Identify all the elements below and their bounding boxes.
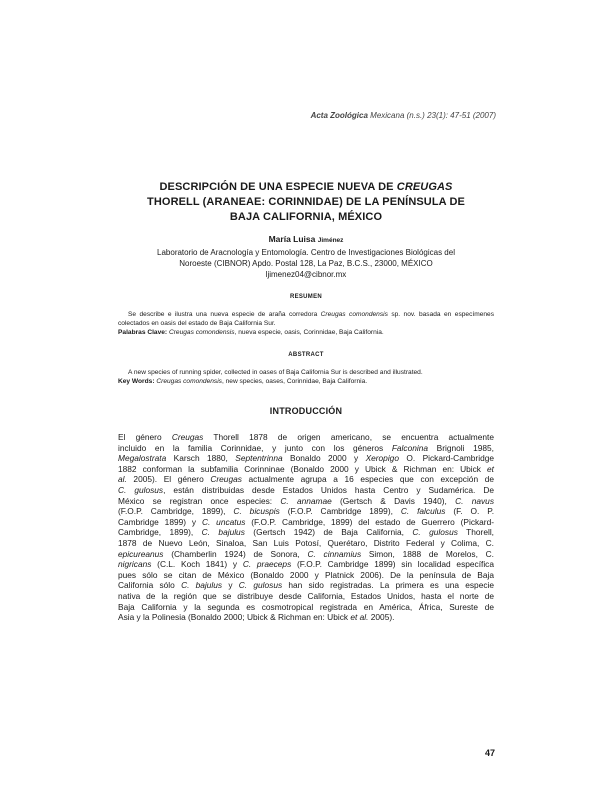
resumen-text-part-1: Se describe e ilustra una nueva especie de araña corredora: [128, 311, 321, 318]
affiliation-line-2: Noroeste (CIBNOR) Apdo. Postal 128, La Paz, B.C.S., 23000, MÉXICO: [179, 259, 433, 268]
intro-line: C. gulosus, están distribuidas desde Estados Unidos hasta Centro y Sudamérica. De: [118, 484, 495, 495]
intro-line: 1882 conforman la subfamilia Corinninae (Bonaldo 2000 y Ubick & Richman en: Ubick et: [118, 463, 494, 474]
intro-line: Megalostrata Karsch 1880, Septentrinna Bonaldo 2000 y Xeropigo O. Pickard-Cambridge: [118, 453, 494, 464]
abstract-body: A new species of running spider, collected in oases of Baja California Sur is described and illustrated.: [128, 369, 423, 376]
intro-line: nigricans (C.L. Koch 1841) y C. praeceps (F.O.P. Cambridge 1899) sin localidad específica: [118, 559, 494, 570]
abstract-text: [118, 368, 494, 386]
title-line-3: BAJA CALIFORNIA, MÉXICO: [229, 211, 383, 223]
author-last-name: Jiménez: [317, 237, 344, 244]
resumen-heading: RESUMEN: [289, 294, 323, 300]
introduccion-heading: INTRODUCCIÓN: [269, 406, 343, 416]
author-first-name: María Luisa: [268, 234, 316, 244]
intro-line: al. 2005). El género Creugas actualmente agrupa a 16 especies que con excepción de: [118, 474, 494, 485]
journal-volume: Mexicana (n.s.) 23(1): 47-51 (2007): [370, 111, 496, 120]
intro-line: El género Creugas Thorell 1878 de origen americano, se encuentra actualmente: [118, 432, 494, 442]
intro-line: California sólo C. bajulus y C. gulosus han sido registradas. La primera es una especie: [118, 580, 495, 591]
intro-line: México se registran once especies: C. annamae (Gertsch & Davis 1940), C. navus: [118, 495, 494, 506]
key-words-rest: , new species, oases, Corinnidae, Baja California.: [221, 378, 368, 385]
title-line-1: DESCRIPCIÓN DE UNA ESPECIE NUEVA DE CREUGAS: [159, 181, 453, 193]
resumen-text: [118, 310, 494, 337]
intro-line: Cambridge 1899) y C. uncatus (F.O.P. Cambridge, 1899) del estado de Guerrero (Pickard-: [118, 516, 494, 527]
palabras-clave-rest: , nueva especie, oasis, Corinnidae, Baja California.: [234, 329, 384, 336]
key-words-species: Creugas comondensis: [156, 378, 222, 385]
intro-line: incluido en la familia Corinnidae, y junto con los géneros Falconina Brignoli 1985,: [118, 442, 494, 453]
palabras-clave-species: Creugas comondensis: [168, 329, 235, 336]
abstract-heading: ABSTRACT: [288, 352, 324, 358]
author-name: [118, 234, 494, 244]
page-number: 47: [484, 748, 495, 758]
journal-name: Acta Zoológica: [310, 111, 368, 120]
key-words-label: Key Words:: [118, 378, 157, 385]
intro-line: Cambridge, 1899), C. bajulus (Gertsch 1942) de Baja California, C. gulosus Thorell,: [118, 527, 494, 538]
article-title: [118, 180, 494, 225]
resumen-species: Creugas comondensis: [320, 311, 388, 318]
intro-line: Asia y la Polinesia (Bonaldo 2000; Ubick & Richman en: Ubick et al. 2005).: [118, 612, 395, 623]
affiliation-line-1: Laboratorio de Aracnología y Entomología. Centro de Investigaciones Biológicas del: [157, 248, 455, 257]
intro-line: 1878 de Nuevo León, Sinaloa, San Luis Potosí, Querétaro, Distrito Federal y Colima, C.: [118, 537, 494, 548]
introduccion-body: [118, 432, 494, 623]
intro-line: Baja California y la segunda es cosmotropical registrada en América, África, Sureste de: [118, 601, 494, 612]
author-email[interactable]: ljimenez04@cibnor.mx: [265, 270, 347, 279]
journal-citation: [311, 111, 496, 120]
title-line-2: THORELL (ARANEAE: CORINNIDAE) DE LA PENÍNSULA DE: [147, 196, 465, 208]
intro-line: (F.O.P. Cambridge, 1899), C. bicuspis (F.O.P. Cambridge 1899), C. falculus (F. O. P.: [118, 506, 495, 517]
intro-line: pues sólo se citan de México (Bonaldo 2000 y Platnick 2006). De la península de Baja: [118, 569, 494, 580]
palabras-clave-label: Palabras Clave:: [118, 329, 169, 336]
intro-line: epicureanus (Chamberlin 1924) de Sonora, C. cinnamius Simon, 1888 de Morelos, C.: [118, 548, 494, 559]
intro-line: nativa de la región que se distribuye desde California, Estados Unidos, hasta el norte de: [118, 590, 494, 601]
affiliation: [118, 247, 494, 280]
resumen-text-part-2: sp. nov. basada en especímenes colectados en oasis del estado de Baja California Sur.: [118, 311, 494, 327]
